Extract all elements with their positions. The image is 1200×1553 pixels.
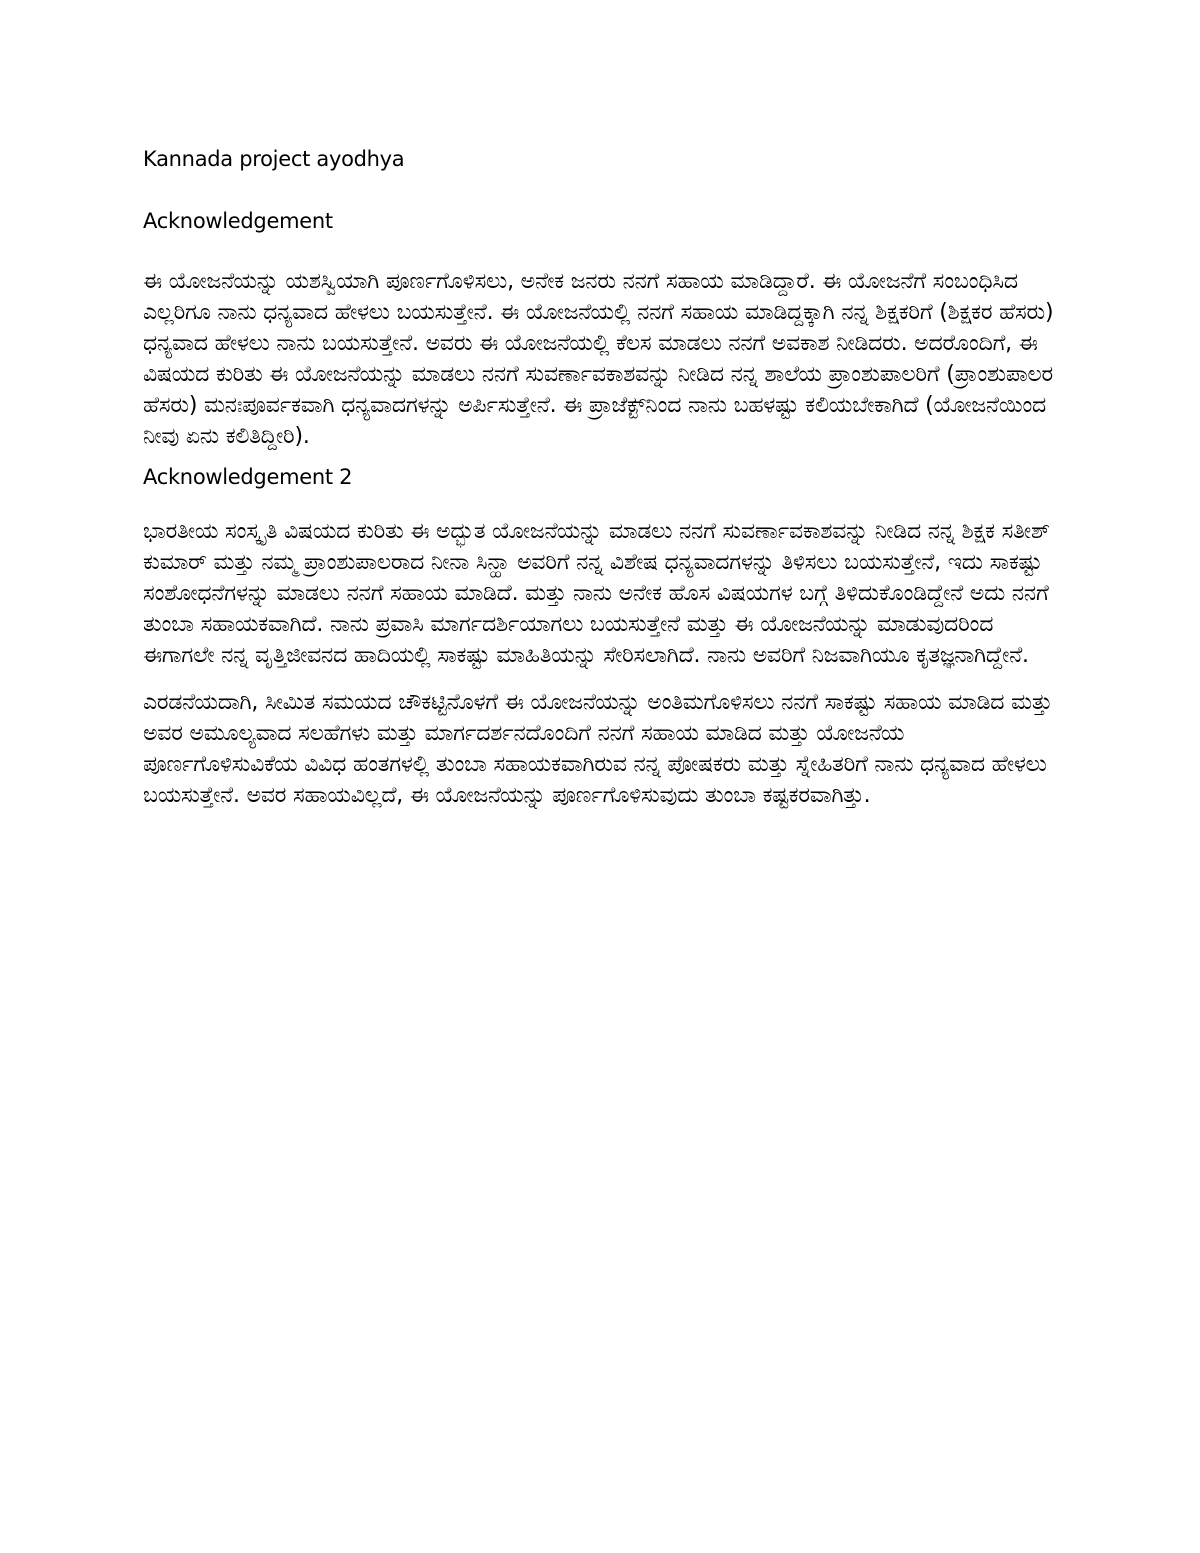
section-heading-acknowledgement: Acknowledgement xyxy=(143,209,333,233)
acknowledgement-2-paragraph-1: ಭಾರತೀಯ ಸಂಸ್ಕೃತಿ ವಿಷಯದ ಕುರಿತು ಈ ಅದ್ಭುತ ಯೋಜನೆಯನ್ನು ಮಾಡಲು ನನಗೆ ಸುವರ್ಣಾವಕಾಶವನ್ನು ನೀಡಿದ ನನ್ನ ಶಿಕ್ಷಕ ಸತೀಶ್ ಕುಮಾರ್ ಮತ್ತು ನಮ್ಮ ಪ್ರಾಂಶುಪಾಲರಾದ ನೀನಾ ಸಿನ್ಹಾ ಅವರಿಗೆ ನನ್ನ ವಿಶೇಷ ಧನ್ಯವಾದಗಳನ್ನು ತಿಳಿಸಲು ಬಯಸುತ್ತೇನೆ, ಇದು ಸಾಕಷ್ಟು ಸಂಶೋಧನೆಗಳನ್ನು ಮಾಡಲು ನನಗೆ ಸಹಾಯ ಮಾಡಿದೆ. ಮತ್ತು ನಾನು ಅನೇಕ ಹೊಸ ವಿಷಯಗಳ ಬಗ್ಗೆ ತಿಳಿದುಕೊಂಡಿದ್ದೇನೆ ಅದು ನನಗೆ ತುಂಬಾ ಸಹಾಯಕವಾಗಿದೆ. ನಾನು ಪ್ರವಾಸಿ ಮಾರ್ಗದರ್ಶಿಯಾಗಲು ಬಯಸುತ್ತೇನೆ ಮತ್ತು ಈ ಯೋಜನೆಯನ್ನು ಮಾಡುವುದರಿಂದ ಈಗಾಗಲೇ ನನ್ನ ವೃತ್ತಿಜೀವನದ ಹಾದಿಯಲ್ಲಿ ಸಾಕಷ್ಟು ಮಾಹಿತಿಯನ್ನು ಸೇರಿಸಲಾಗಿದೆ. ನಾನು ಅವರಿಗೆ ನಿಜವಾಗಿಯೂ ಕೃತಜ್ಞನಾಗಿದ್ದೇನೆ. xyxy=(143,519,1050,668)
section-heading-acknowledgement-2: Acknowledgement 2 xyxy=(143,465,353,489)
acknowledgement-2-paragraph-2: ಎರಡನೆಯದಾಗಿ, ಸೀಮಿತ ಸಮಯದ ಚೌಕಟ್ಟಿನೊಳಗೆ ಈ ಯೋಜನೆಯನ್ನು ಅಂತಿಮಗೊಳಿಸಲು ನನಗೆ ಸಾಕಷ್ಟು ಸಹಾಯ ಮಾಡಿದ ಮತ್ತು ಅವರ ಅಮೂಲ್ಯವಾದ ಸಲಹೆಗಳು ಮತ್ತು ಮಾರ್ಗದರ್ಶನದೊಂದಿಗೆ ನನಗೆ ಸಹಾಯ ಮಾಡಿದ ಮತ್ತು ಯೋಜನೆಯ ಪೂರ್ಣಗೊಳಿಸುವಿಕೆಯ ವಿವಿಧ ಹಂತಗಳಲ್ಲಿ ತುಂಬಾ ಸಹಾಯಕವಾಗಿರುವ ನನ್ನ ಪೋಷಕರು ಮತ್ತು ಸ್ನೇಹಿತರಿಗೆ ನಾನು ಧನ್ಯವಾದ ಹೇಳಲು ಬಯಸುತ್ತೇನೆ. ಅವರ ಸಹಾಯವಿಲ್ಲದೆ, ಈ ಯೋಜನೆಯನ್ನು ಪೂರ್ಣಗೊಳಿಸುವುದು ತುಂಬಾ ಕಷ್ಟಕರವಾಗಿತ್ತು. xyxy=(143,690,1053,808)
acknowledgement-paragraph: ಈ ಯೋಜನೆಯನ್ನು ಯಶಸ್ವಿಯಾಗಿ ಪೂರ್ಣಗೊಳಿಸಲು, ಅನೇಕ ಜನರು ನನಗೆ ಸಹಾಯ ಮಾಡಿದ್ದಾರೆ. ಈ ಯೋಜನೆಗೆ ಸಂಬಂಧಿಸಿದ ಎಲ್ಲರಿಗೂ ನಾನು ಧನ್ಯವಾದ ಹೇಳಲು ಬಯಸುತ್ತೇನೆ. ಈ ಯೋಜನೆಯಲ್ಲಿ ನನಗೆ ಸಹಾಯ ಮಾಡಿದ್ದಕ್ಕಾಗಿ ನನ್ನ ಶಿಕ್ಷಕರಿಗೆ (ಶಿಕ್ಷಕರ ಹೆಸರು) ಧನ್ಯವಾದ ಹೇಳಲು ನಾನು ಬಯಸುತ್ತೇನೆ. ಅವರು ಈ ಯೋಜನೆಯಲ್ಲಿ ಕೆಲಸ ಮಾಡಲು ನನಗೆ ಅವಕಾಶ ನೀಡಿದರು. ಅದರೊಂದಿಗೆ, ಈ ವಿಷಯದ ಕುರಿತು ಈ ಯೋಜನೆಯನ್ನು ಮಾಡಲು ನನಗೆ ಸುವರ್ಣಾವಕಾಶವನ್ನು ನೀಡಿದ ನನ್ನ ಶಾಲೆಯ ಪ್ರಾಂಶುಪಾಲರಿಗೆ (ಪ್ರಾಂಶುಪಾಲರ ಹೆಸರು) ಮನಃಪೂರ್ವಕವಾಗಿ ಧನ್ಯವಾದಗಳನ್ನು ಅರ್ಪಿಸುತ್ತೇನೆ. ಈ ಪ್ರಾಜೆಕ್ಟ್‌ನಿಂದ ನಾನು ಬಹಳಷ್ಟು ಕಲಿಯಬೇಕಾಗಿದೆ (ಯೋಜನೆಯಿಂದ ನೀವು ಏನು ಕಲಿತಿದ್ದೀರಿ). xyxy=(143,269,1054,449)
document-title: Kannada project ayodhya xyxy=(143,147,405,171)
document-body xyxy=(143,142,1063,827)
